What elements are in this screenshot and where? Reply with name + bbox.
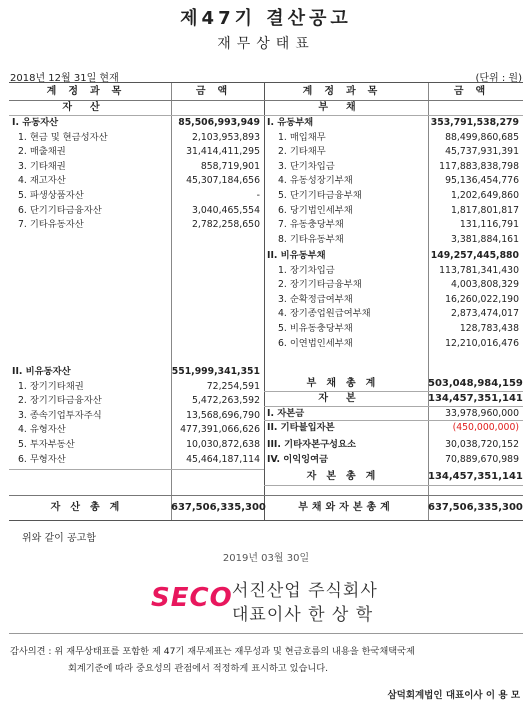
line-item — [9, 116, 264, 131]
line-item — [264, 233, 523, 248]
unit-label: (단위 : 원) — [475, 73, 522, 84]
line-item-label: IV. 이익잉여금 — [267, 454, 329, 465]
line-item-amount: 31,414,411,295 — [186, 146, 260, 158]
line-item — [9, 160, 264, 175]
total-liabilities-label: 부채총계 — [306, 378, 386, 389]
line-item-label: 2. 기타채무 — [278, 146, 326, 158]
as-of-date: 2018년 12월 31일 현재 — [10, 73, 119, 84]
column-header-amount: 금액 — [453, 86, 498, 97]
line-item-label: 2. 매출채권 — [18, 146, 66, 158]
line-item-label: 5. 단기기타금융부채 — [278, 190, 362, 201]
line-item-label: 3. 기타채권 — [18, 160, 66, 172]
line-item-label: 6. 무형자산 — [18, 453, 66, 465]
line-item-amount: 113,781,341,430 — [439, 264, 519, 276]
line-item-amount: 70,889,670,989 — [445, 454, 519, 465]
line-item-amount: 2,103,953,893 — [191, 131, 260, 143]
line-item-label: 4. 장기종업원급여부채 — [278, 308, 371, 320]
total-liabilities-and-equity-label: 부채와자본총계 — [298, 502, 394, 513]
line-item — [9, 409, 264, 424]
line-item-label: I. 유동부채 — [267, 117, 314, 128]
company-name: 서진산업 주식회사 — [232, 581, 378, 601]
line-item-amount: 3,040,465,554 — [191, 204, 260, 216]
line-item-label: I. 유동자산 — [12, 117, 59, 128]
line-item-label: III. 기타자본구성요소 — [267, 438, 356, 450]
line-item-amount: 128,783,438 — [459, 323, 519, 334]
line-item — [9, 394, 264, 409]
line-item-label: 6. 당기법인세부채 — [278, 204, 353, 216]
line-item-amount: 85,506,993,949 — [178, 117, 260, 128]
line-item — [264, 264, 523, 279]
line-item-amount: 131,116,791 — [459, 219, 519, 231]
line-item-amount: 45,464,187,114 — [186, 453, 260, 465]
line-item-label: 1. 장기기타채권 — [18, 380, 84, 392]
column-header-account: 계정과목 — [302, 86, 390, 97]
line-item-amount: 149,257,445,880 — [430, 250, 519, 261]
line-item-label: 3. 종속기업투자주식 — [18, 409, 102, 421]
line-item-label: 1. 현금 및 현금성자산 — [18, 131, 108, 143]
total-liabilities-amount: 503,048,984,159 — [428, 378, 523, 389]
balance-sheet-table — [9, 82, 523, 521]
line-item — [9, 423, 264, 438]
line-item-label: 6. 단기기타금융자산 — [18, 204, 102, 216]
line-item-amount: 10,030,872,638 — [186, 439, 260, 450]
line-item — [264, 218, 523, 233]
line-item — [9, 174, 264, 189]
total-assets-label: 자산총계 — [50, 502, 130, 513]
column-header-amount: 금액 — [195, 86, 240, 97]
line-item — [9, 438, 264, 453]
line-item-amount: 2,782,258,650 — [191, 219, 260, 231]
line-item-label: 3. 순확정급여부채 — [278, 293, 353, 305]
audit-opinion-line: 감사의견 : 위 재무상태표를 포함한 제 47기 재무제표는 재무성과 및 현금흐름의 내용을 한국채택국제 — [10, 646, 415, 657]
line-item — [264, 204, 523, 219]
line-item — [264, 293, 523, 308]
equity-section-amount: 134,457,351,141 — [428, 393, 523, 404]
line-item-amount: 72,254,591 — [206, 380, 260, 392]
line-item-label: 1. 매입채무 — [278, 131, 326, 143]
line-item-label: 7. 유동충당부채 — [278, 219, 344, 231]
notice-title: 제47기 결산공고 — [180, 8, 352, 29]
line-item-label: 4. 유형자산 — [18, 424, 66, 436]
line-item — [264, 174, 523, 189]
line-item — [264, 453, 523, 468]
line-item-amount: 16,260,022,190 — [445, 293, 519, 305]
divider — [9, 469, 264, 470]
line-item-label: 2. 장기기타금융자산 — [18, 395, 102, 407]
line-item-amount: 12,210,016,476 — [445, 337, 519, 349]
line-item-amount: 33,978,960,000 — [445, 407, 519, 419]
line-item-label: 6. 이연법인세부채 — [278, 337, 353, 349]
line-item-label: 4. 재고자산 — [18, 175, 66, 187]
line-item-label: I. 자본금 — [267, 407, 305, 419]
total-assets-amount: 637,506,335,300 — [171, 502, 266, 513]
line-item-amount: 858,719,901 — [200, 160, 260, 172]
line-item-label: 4. 유동성장기부채 — [278, 175, 353, 187]
line-item-amount: 5,472,263,592 — [191, 395, 260, 407]
line-item-amount: 117,883,838,798 — [439, 160, 519, 172]
line-item-amount: 2,873,474,017 — [450, 308, 519, 320]
line-item — [9, 145, 264, 160]
line-item — [9, 365, 264, 380]
section-assets: 자산 — [62, 102, 118, 113]
line-item — [264, 189, 523, 204]
line-item-amount: 4,003,808,329 — [450, 279, 519, 291]
company-logo: SECO — [151, 583, 233, 613]
line-item-label: 5. 비유동충당부채 — [278, 323, 353, 334]
line-item-amount: 551,999,341,351 — [171, 366, 260, 377]
auditor-name: 삼덕회계법인 대표이사 이 용 모 — [387, 690, 520, 701]
line-item — [264, 145, 523, 160]
line-item — [9, 380, 264, 395]
line-item — [264, 116, 523, 131]
ceo-name: 대표이사 한 상 학 — [232, 605, 374, 625]
line-item — [264, 249, 523, 264]
divider — [264, 485, 523, 486]
line-item-amount: 353,791,538,279 — [430, 117, 519, 128]
line-item-label: 2. 장기기타금융부채 — [278, 279, 362, 291]
line-item-label: II. 기타불입자본 — [267, 422, 335, 433]
line-item-amount: 3,381,884,161 — [450, 233, 519, 245]
line-item — [264, 160, 523, 175]
section-liabilities: 부채 — [318, 102, 374, 113]
line-item-amount: 13,568,696,790 — [186, 409, 260, 421]
total-equity-label: 자본총계 — [306, 471, 386, 482]
line-item-label: 8. 기타유동부채 — [278, 233, 344, 245]
line-item-label: 5. 파생상품자산 — [18, 190, 84, 201]
audit-opinion-line: 회계기준에 따라 중요성의 관점에서 적정하게 표시하고 있습니다. — [68, 663, 329, 674]
line-item — [264, 421, 523, 436]
footer-divider — [9, 633, 523, 634]
line-item-label: 7. 기타유동자산 — [18, 219, 84, 231]
line-item-amount: 30,038,720,152 — [445, 438, 519, 450]
line-item-amount: 45,307,184,656 — [186, 175, 260, 187]
line-item-amount: 477,391,066,626 — [180, 424, 260, 436]
total-liabilities-and-equity-amount: 637,506,335,300 — [428, 502, 523, 513]
line-item-label: 5. 투자부동산 — [18, 439, 75, 450]
grand-total-divider — [9, 495, 523, 496]
line-item — [264, 337, 523, 352]
publication-date: 2019년 03월 30일 — [222, 553, 310, 564]
statement-subtitle: 재무상태표 — [217, 36, 315, 52]
announcement-text: 위와 같이 공고함 — [22, 533, 96, 544]
line-item — [264, 322, 523, 337]
line-item — [9, 453, 264, 468]
line-item-label: 3. 단기차입금 — [278, 160, 335, 172]
line-item-amount: 1,817,801,817 — [450, 204, 519, 216]
line-item — [264, 438, 523, 453]
line-item — [9, 204, 264, 219]
line-item-amount: 45,737,931,391 — [445, 146, 519, 158]
section-equity: 자본 — [318, 393, 374, 404]
line-item — [9, 218, 264, 233]
line-item — [9, 131, 264, 146]
line-item-label: 1. 장기차입금 — [278, 264, 335, 276]
line-item-amount: 88,499,860,685 — [445, 131, 519, 143]
line-item — [264, 407, 523, 422]
total-equity-amount: 134,457,351,141 — [428, 471, 523, 482]
line-item-amount: (450,000,000) — [452, 422, 519, 433]
column-header-account: 계정과목 — [46, 86, 134, 97]
line-item-amount: 1,202,649,860 — [450, 190, 519, 201]
line-item-label: II. 비유동부채 — [267, 250, 326, 261]
line-item-amount: 95,136,454,776 — [445, 175, 519, 187]
line-item — [264, 131, 523, 146]
line-item — [264, 278, 523, 293]
line-item-label: II. 비유동자산 — [12, 366, 71, 377]
line-item — [9, 189, 264, 204]
line-item-amount: - — [256, 190, 260, 201]
line-item — [264, 307, 523, 322]
